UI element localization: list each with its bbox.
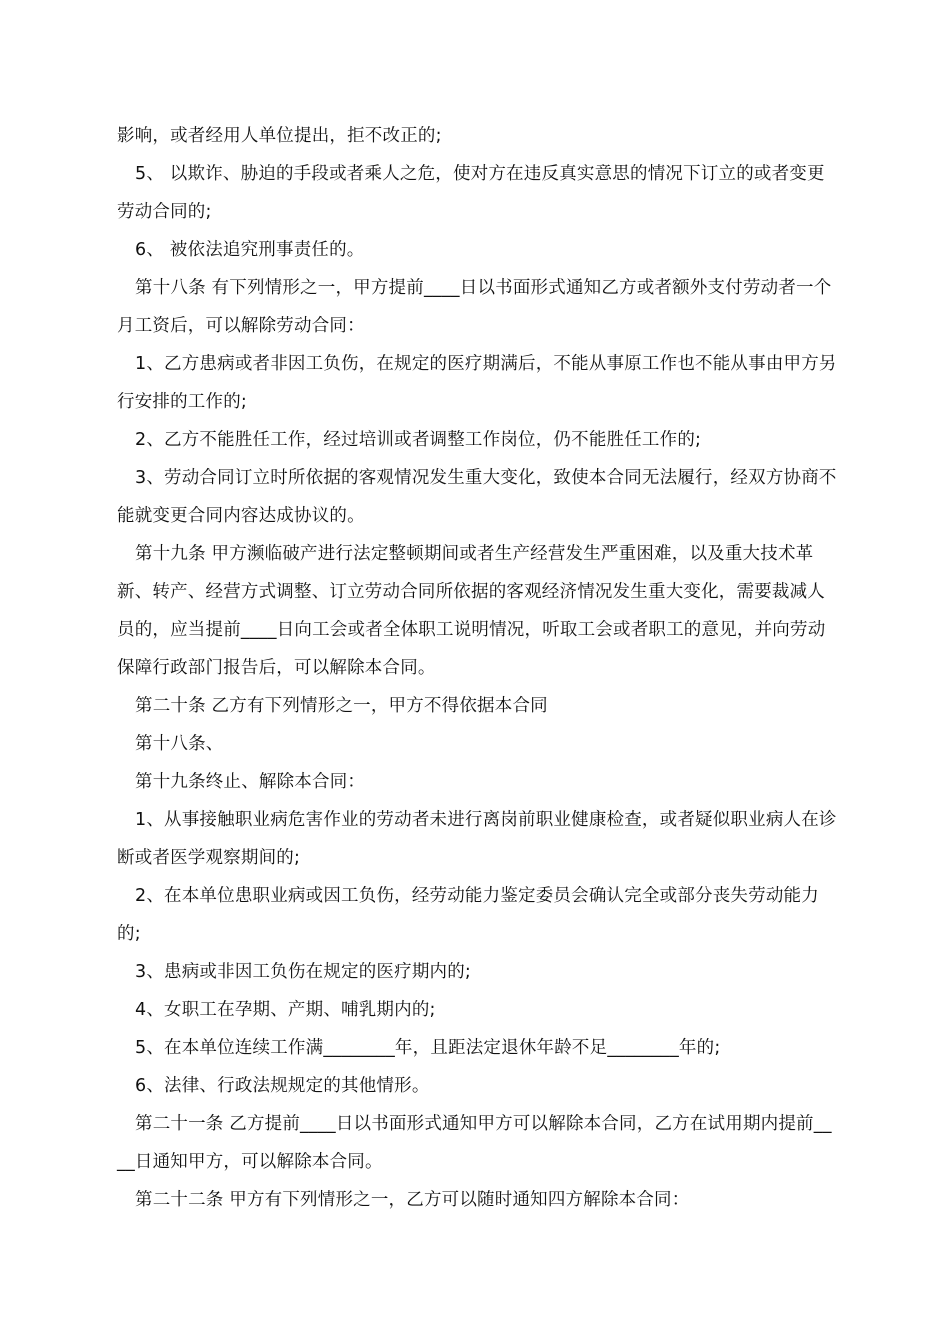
paragraph: 2、乙方不能胜任工作，经过培训或者调整工作岗位，仍不能胜任工作的;	[135, 430, 702, 450]
paragraph: 1、从事接触职业病危害作业的劳动者未进行离岗前职业健康检查，或者疑似职业病人在诊断或者医学观察期间的;	[117, 810, 837, 868]
paragraph-article-22: 第二十二条 甲方有下列情形之一，乙方可以随时通知四方解除本合同：	[135, 1190, 690, 1210]
paragraph: 6、 被依法追究刑事责任的。	[135, 240, 365, 260]
paragraph: 3、劳动合同订立时所依据的客观情况发生重大变化，致使本合同无法履行，经双方协商不能就变更合同内容达成协议的。	[117, 468, 837, 526]
paragraph-article-19: 第十九条 甲方濒临破产进行法定整顿期间或者生产经营发生严重困难，以及重大技术革新、转产、经营方式调整、订立劳动合同所依据的客观经济情况发生重大变化，需要裁减人员的，应当提前____日向工会或者全体职工说明情况，听取工会或者职工的意见，并向劳动保障行政部门报告后，可以解除本合同。	[117, 544, 826, 678]
paragraph-article-18: 第十八条 有下列情形之一，甲方提前____日以书面形式通知乙方或者额外支付劳动者一个月工资后，可以解除劳动合同：	[117, 278, 832, 336]
paragraph: 第十八条、	[135, 734, 224, 754]
paragraph: 2、在本单位患职业病或因工负伤，经劳动能力鉴定委员会确认完全或部分丧失劳动能力的;	[117, 886, 819, 944]
paragraph: 影响，或者经用人单位提出，拒不改正的;	[117, 126, 442, 146]
paragraph-article-21: 第二十一条 乙方提前____日以书面形式通知甲方可以解除本合同，乙方在试用期内提前____日通知甲方，可以解除本合同。	[117, 1114, 832, 1172]
paragraph: 1、乙方患病或者非因工负伤，在规定的医疗期满后，不能从事原工作也不能从事由甲方另行安排的工作的;	[117, 354, 837, 412]
paragraph: 5、在本单位连续工作满________年，且距法定退休年龄不足________年的;	[135, 1038, 721, 1058]
document-body	[117, 117, 837, 1219]
paragraph-article-20: 第二十条 乙方有下列情形之一，甲方不得依据本合同	[135, 696, 548, 716]
paragraph: 第十九条终止、解除本合同：	[135, 772, 366, 792]
paragraph: 6、法律、行政法规规定的其他情形。	[135, 1076, 430, 1096]
paragraph: 5、 以欺诈、胁迫的手段或者乘人之危，使对方在违反真实意思的情况下订立的或者变更劳动合同的;	[117, 164, 825, 222]
paragraph: 4、女职工在孕期、产期、哺乳期内的;	[135, 1000, 436, 1020]
paragraph: 3、患病或非因工负伤在规定的医疗期内的;	[135, 962, 472, 982]
